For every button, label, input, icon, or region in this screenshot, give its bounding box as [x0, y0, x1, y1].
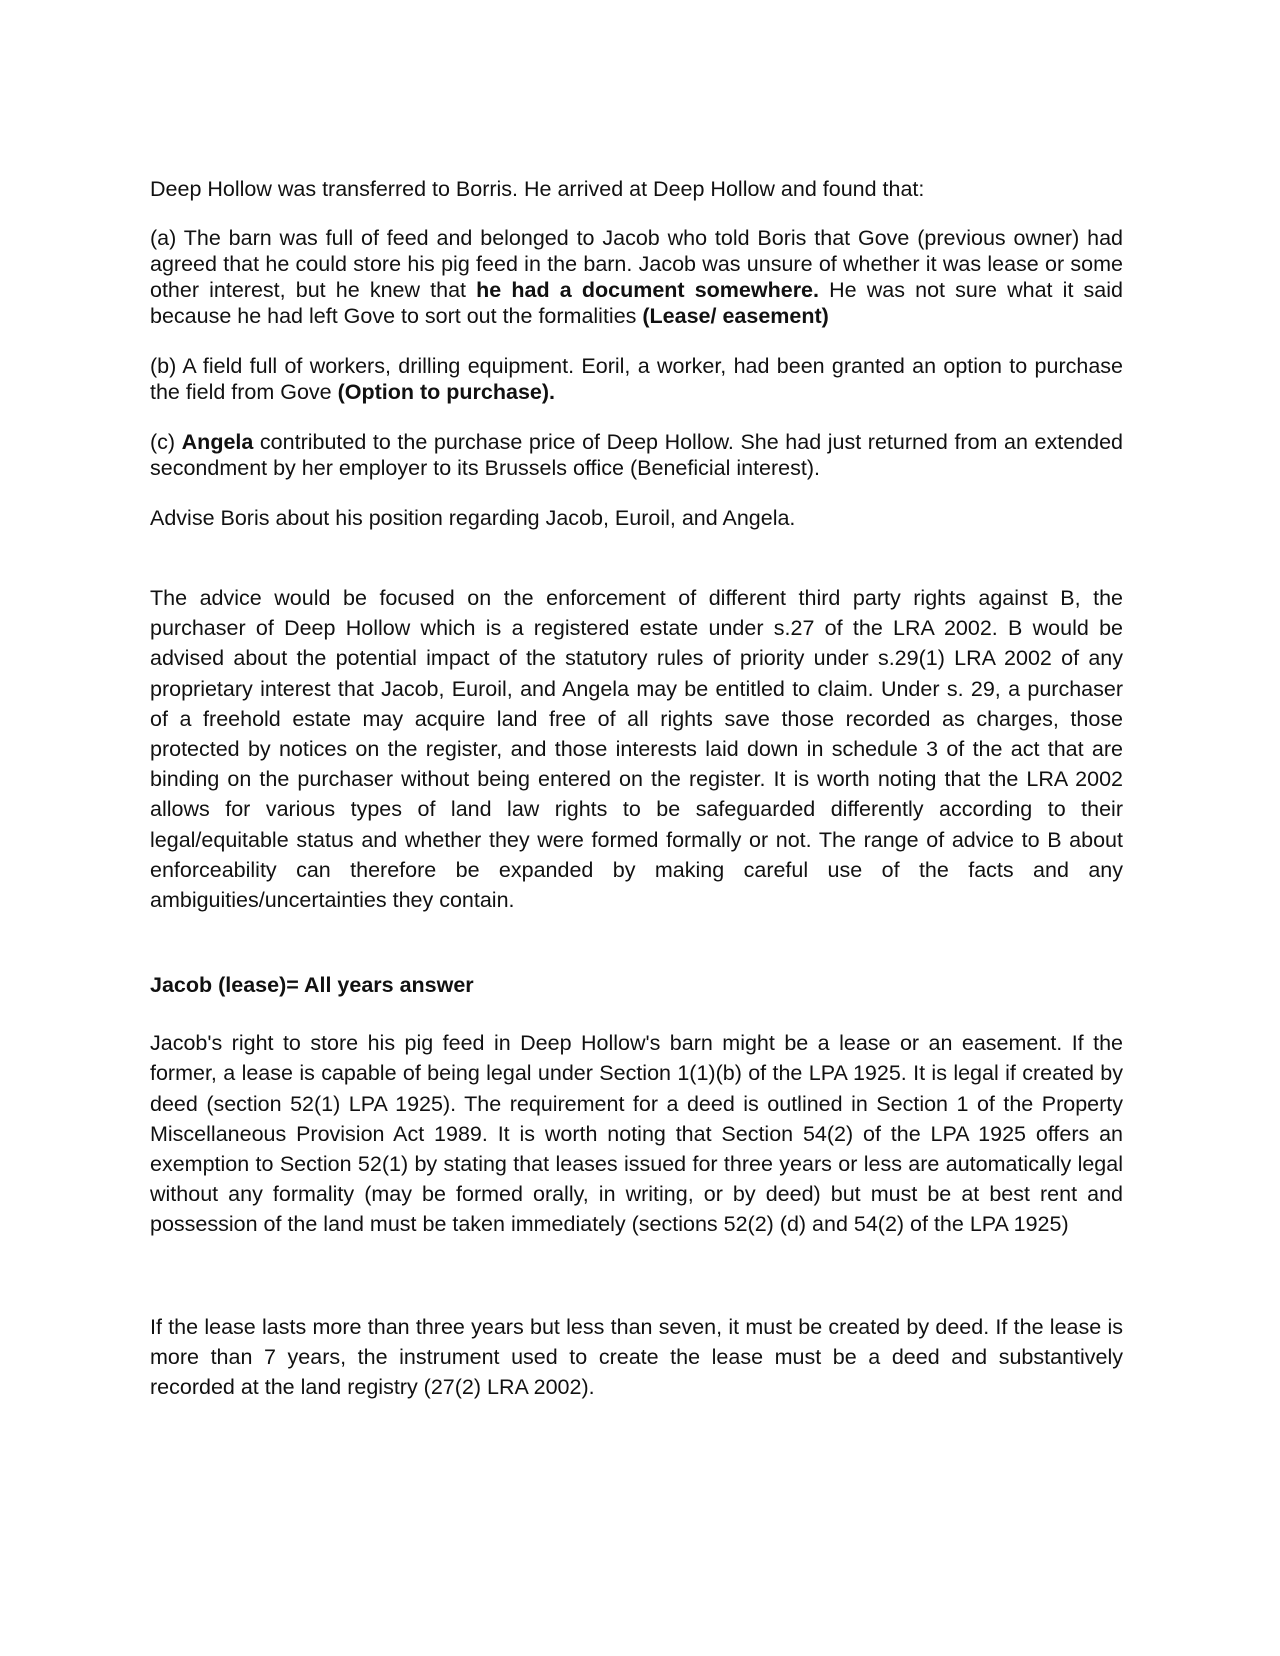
item-b-bold-1: (Option to purchase). [337, 380, 556, 404]
item-a-bold-1: he had a document somewhere. [476, 278, 819, 302]
jacob-paragraph-2: If the lease lasts more than three years but less than seven, it must be created by deed. If the lease is more than 7 years, the instrument used to create the lease must be a deed and substantively recorded at the land registry (27(2) LRA 2002). [150, 1314, 1123, 1400]
item-a-text-2: He was not sure what it said because he had left Gove to sort out the formalities [150, 278, 1123, 328]
jacob-heading: Jacob (lease)= All years answer [150, 973, 474, 998]
jacob-paragraph-1: Jacob's right to store his pig feed in Deep Hollow's barn might be a lease or an easement. If the former, a lease is capable of being legal under Section 1(1)(b) of the LPA 1925. It is legal if created by deed (section 52(1) LPA 1925). The requirement for a deed is outlined in Section 1 of the Property Miscellaneous Provision Act 1989. It is worth noting that Section 54(2) of the LPA 1925 offers an exemption to Section 52(1) by stating that leases issued for three years or less are automatically legal without any formality (may be formed orally, in writing, or by deed) but must be at best rent and possession of the land must be taken immediately (sections 52(2) (d) and 54(2) of the LPA 1925) [150, 1031, 1123, 1237]
document-page [150, 176, 1123, 1402]
item-b-text-1: (b) A field full of workers, drilling equipment. Eoril, a worker, had been granted an option to purchase the field from Gove [150, 354, 1123, 404]
item-b-paragraph [150, 353, 1123, 405]
item-a-text-1: (a) The barn was full of feed and belonged to Jacob who told Boris that Gove (previous owner) had agreed that he could store his pig feed in the barn. Jacob was unsure of whether it was lease or some other interest, but he knew that [150, 226, 1123, 302]
item-a-paragraph [150, 225, 1123, 329]
item-c-bold-1: Angela [181, 430, 254, 454]
item-c-paragraph [150, 429, 1123, 481]
item-c-text-1: (c) [150, 430, 182, 454]
advice-paragraph: The advice would be focused on the enforcement of different third party rights against B, the purchaser of Deep Hollow which is a registered estate under s.27 of the LRA 2002. B would be advised about the potential impact of the statutory rules of priority under s.29(1) LRA 2002 of any proprietary interest that Jacob, Euroil, and Angela may be entitled to claim. Under s. 29, a purchaser of a freehold estate may acquire land free of all rights save those recorded as charges, those protected by notices on the register, and those interests laid down in schedule 3 of the act that are binding on the purchaser without being entered on the register. It is worth noting that the LRA 2002 allows for various types of land law rights to be safeguarded differently according to their legal/equitable status and whether they were formed formally or not. The range of advice to B about enforceability can therefore be expanded by making careful use of the facts and any ambiguities/uncertainties they contain. [150, 586, 1123, 913]
item-c-text-2: contributed to the purchase price of Deep Hollow. She had just returned from an extended secondment by her employer to its Brussels office (Beneficial interest). [150, 430, 1123, 480]
advise-paragraph: Advise Boris about his position regarding Jacob, Euroil, and Angela. [150, 506, 796, 530]
intro-paragraph: Deep Hollow was transferred to Borris. He arrived at Deep Hollow and found that: [150, 177, 925, 201]
item-a-bold-2: (Lease/ easement) [642, 304, 829, 328]
